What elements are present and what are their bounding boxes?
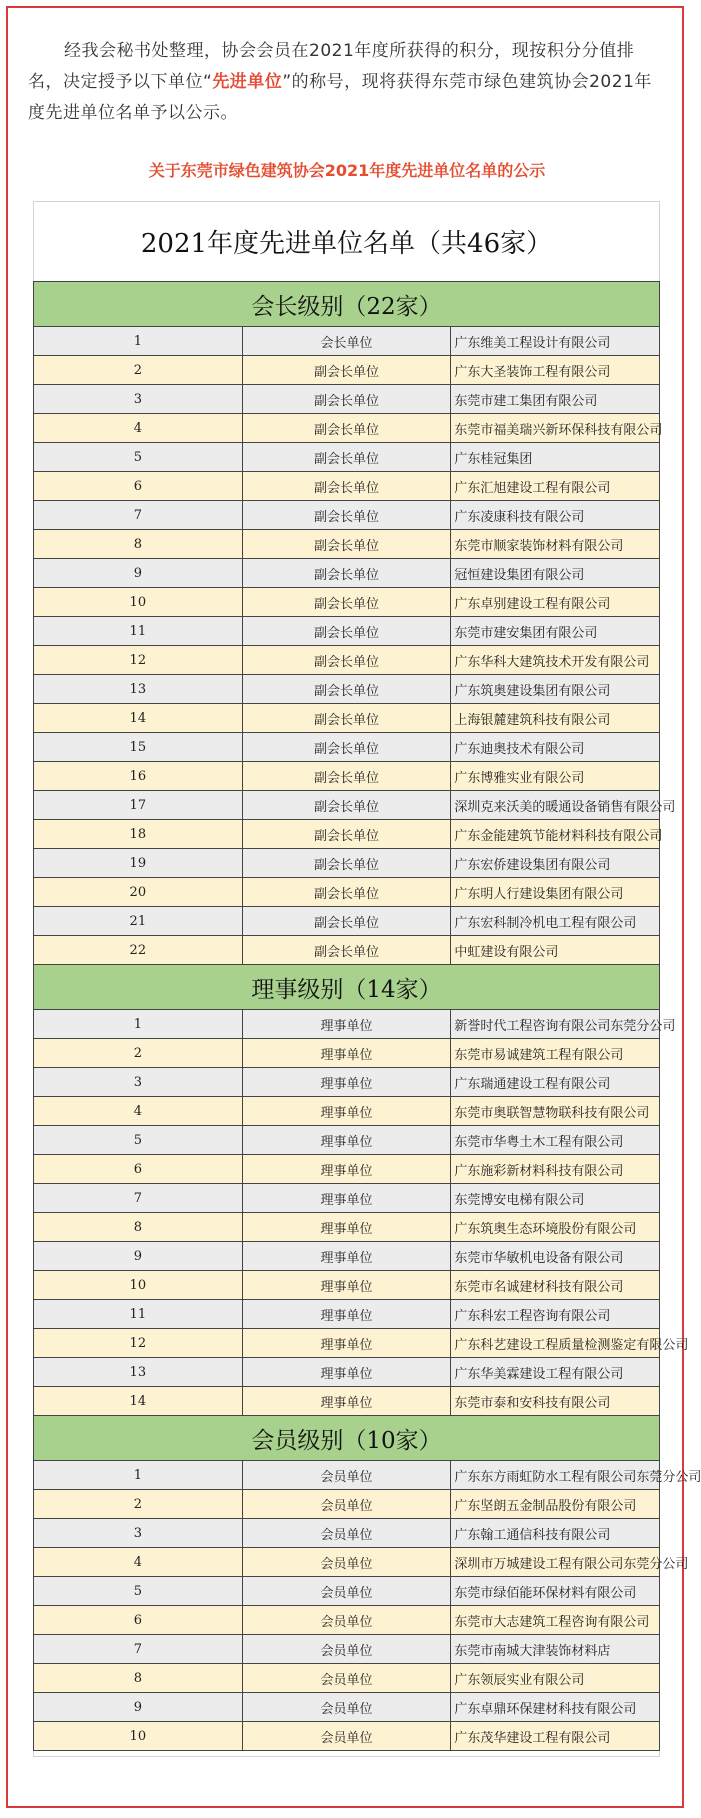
company-name-cell: 东莞市建安集团有限公司 [451, 617, 660, 646]
section-title: 会员级别（10家） [34, 1416, 660, 1461]
rank-cell: 3 [34, 1519, 243, 1548]
company-name-cell: 东莞市绿佰能环保材料有限公司 [451, 1577, 660, 1606]
member-level-cell: 会长单位 [242, 327, 451, 356]
table-row [34, 617, 660, 646]
company-name-cell: 广东东方雨虹防水工程有限公司东莞分公司 [451, 1461, 660, 1490]
intro-text-2: ”的称号，现将获得东莞市绿色建筑协会2021年度先进单位名单予以公示。 [28, 72, 652, 123]
member-level-cell: 理事单位 [242, 1126, 451, 1155]
table-row [34, 1722, 660, 1751]
rank-cell: 16 [34, 762, 243, 791]
member-level-cell: 副会长单位 [242, 414, 451, 443]
rank-cell: 8 [34, 530, 243, 559]
table-row [34, 1097, 660, 1126]
company-name-cell: 广东瑞通建设工程有限公司 [451, 1068, 660, 1097]
member-level-cell: 会员单位 [242, 1461, 451, 1490]
document-title: 2021年度先进单位名单（共46家） [140, 228, 553, 259]
member-level-cell: 副会长单位 [242, 443, 451, 472]
member-level-cell: 理事单位 [242, 1010, 451, 1039]
table-row [34, 588, 660, 617]
company-name-cell: 广东施彩新材料科技有限公司 [451, 1155, 660, 1184]
rank-cell: 12 [34, 646, 243, 675]
rank-cell: 14 [34, 1387, 243, 1416]
company-name-cell: 广东维美工程设计有限公司 [451, 327, 660, 356]
rank-cell: 7 [34, 1635, 243, 1664]
company-name-cell: 东莞市泰和安科技有限公司 [451, 1387, 660, 1416]
intro-paragraph [28, 36, 668, 129]
table-row [34, 472, 660, 501]
company-name-cell: 广东科艺建设工程质量检测鉴定有限公司 [451, 1329, 660, 1358]
rank-cell: 10 [34, 1722, 243, 1751]
section-title: 理事级别（14家） [34, 965, 660, 1010]
member-level-cell: 理事单位 [242, 1271, 451, 1300]
rank-cell: 2 [34, 1039, 243, 1068]
table-row [34, 936, 660, 965]
section-header-row [34, 282, 660, 327]
rank-cell: 15 [34, 733, 243, 762]
rank-cell: 6 [34, 472, 243, 501]
company-name-cell: 东莞市顺家装饰材料有限公司 [451, 530, 660, 559]
table-row [34, 1461, 660, 1490]
company-name-cell: 广东华科大建筑技术开发有限公司 [451, 646, 660, 675]
rank-cell: 2 [34, 356, 243, 385]
table-row [34, 356, 660, 385]
table-row [34, 1693, 660, 1722]
company-name-cell: 广东坚朗五金制品股份有限公司 [451, 1490, 660, 1519]
rank-cell: 9 [34, 559, 243, 588]
member-level-cell: 副会长单位 [242, 559, 451, 588]
member-level-cell: 副会长单位 [242, 907, 451, 936]
table-row [34, 1387, 660, 1416]
rank-cell: 12 [34, 1329, 243, 1358]
table-row [34, 1548, 660, 1577]
member-level-cell: 理事单位 [242, 1213, 451, 1242]
company-name-cell: 广东金能建筑节能材料科技有限公司 [451, 820, 660, 849]
rank-cell: 3 [34, 385, 243, 414]
company-name-cell: 东莞市大志建筑工程咨询有限公司 [451, 1606, 660, 1635]
member-level-cell: 副会长单位 [242, 472, 451, 501]
member-level-cell: 理事单位 [242, 1039, 451, 1068]
member-level-cell: 理事单位 [242, 1242, 451, 1271]
company-name-cell: 东莞市建工集团有限公司 [451, 385, 660, 414]
table-row [34, 1490, 660, 1519]
company-name-cell: 东莞市福美瑞兴新环保科技有限公司 [451, 414, 660, 443]
company-name-cell: 东莞市名诚建材科技有限公司 [451, 1271, 660, 1300]
rank-cell: 1 [34, 327, 243, 356]
rank-cell: 9 [34, 1693, 243, 1722]
company-name-cell: 广东明人行建设集团有限公司 [451, 878, 660, 907]
rank-cell: 8 [34, 1664, 243, 1693]
table-row [34, 559, 660, 588]
rank-cell: 4 [34, 1548, 243, 1577]
table-row [34, 1039, 660, 1068]
section-header-row [34, 1416, 660, 1461]
table-row [34, 327, 660, 356]
intro-text-1: 经我会秘书处整理，协会会员在2021年度所获得的积分，现按积分分值排名，决定授予以下单位“ [28, 41, 635, 92]
table-row [34, 762, 660, 791]
member-level-cell: 副会长单位 [242, 646, 451, 675]
section-header-row [34, 965, 660, 1010]
rank-cell: 19 [34, 849, 243, 878]
table-row [34, 1300, 660, 1329]
member-level-cell: 会员单位 [242, 1722, 451, 1751]
member-level-cell: 理事单位 [242, 1097, 451, 1126]
rank-cell: 4 [34, 1097, 243, 1126]
rank-cell: 10 [34, 588, 243, 617]
company-name-cell: 广东筑奥建设集团有限公司 [451, 675, 660, 704]
member-level-cell: 会员单位 [242, 1548, 451, 1577]
table-row [34, 1213, 660, 1242]
advanced-units-table [33, 281, 701, 1751]
table-row [34, 1519, 660, 1548]
company-name-cell: 广东汇旭建设工程有限公司 [451, 472, 660, 501]
announcement-caption: 关于东莞市绿色建筑协会2021年度先进单位名单的公示 [148, 161, 546, 180]
table-row [34, 1664, 660, 1693]
table-row [34, 1358, 660, 1387]
company-name-cell: 东莞博安电梯有限公司 [451, 1184, 660, 1213]
company-name-cell: 广东科宏工程咨询有限公司 [451, 1300, 660, 1329]
section-title: 会长级别（22家） [34, 282, 660, 327]
company-name-cell: 深圳市万城建设工程有限公司东莞分公司 [451, 1548, 660, 1577]
member-level-cell: 理事单位 [242, 1068, 451, 1097]
table-row [34, 1329, 660, 1358]
company-name-cell: 东莞市易诚建筑工程有限公司 [451, 1039, 660, 1068]
table-row [34, 1271, 660, 1300]
member-level-cell: 理事单位 [242, 1358, 451, 1387]
company-name-cell: 广东桂冠集团 [451, 443, 660, 472]
member-level-cell: 副会长单位 [242, 675, 451, 704]
rank-cell: 4 [34, 414, 243, 443]
rank-cell: 8 [34, 1213, 243, 1242]
table-row [34, 1635, 660, 1664]
table-row [34, 1126, 660, 1155]
member-level-cell: 副会长单位 [242, 820, 451, 849]
rank-cell: 10 [34, 1271, 243, 1300]
company-name-cell: 冠恒建设集团有限公司 [451, 559, 660, 588]
rank-cell: 6 [34, 1606, 243, 1635]
rank-cell: 20 [34, 878, 243, 907]
rank-cell: 13 [34, 1358, 243, 1387]
rank-cell: 1 [34, 1010, 243, 1039]
member-level-cell: 副会长单位 [242, 791, 451, 820]
company-name-cell: 东莞市奥联智慧物联科技有限公司 [451, 1097, 660, 1126]
member-level-cell: 副会长单位 [242, 936, 451, 965]
member-level-cell: 副会长单位 [242, 385, 451, 414]
company-name-cell: 广东华美霖建设工程有限公司 [451, 1358, 660, 1387]
company-name-cell: 广东迪奥技术有限公司 [451, 733, 660, 762]
member-level-cell: 副会长单位 [242, 762, 451, 791]
member-level-cell: 副会长单位 [242, 733, 451, 762]
table-row [34, 907, 660, 936]
rank-cell: 22 [34, 936, 243, 965]
rank-cell: 2 [34, 1490, 243, 1519]
member-level-cell: 会员单位 [242, 1635, 451, 1664]
rank-cell: 17 [34, 791, 243, 820]
company-name-cell: 中虹建设有限公司 [451, 936, 660, 965]
company-name-cell: 广东博雅实业有限公司 [451, 762, 660, 791]
company-name-cell: 广东宏侨建设集团有限公司 [451, 849, 660, 878]
rank-cell: 11 [34, 1300, 243, 1329]
company-name-cell: 东莞市南城大津装饰材料店 [451, 1635, 660, 1664]
table-row [34, 385, 660, 414]
company-name-cell: 东莞市华粤土木工程有限公司 [451, 1126, 660, 1155]
company-name-cell: 深圳克来沃美的暖通设备销售有限公司 [451, 791, 660, 820]
rank-cell: 3 [34, 1068, 243, 1097]
member-level-cell: 理事单位 [242, 1387, 451, 1416]
company-name-cell: 广东宏科制冷机电工程有限公司 [451, 907, 660, 936]
table-row [34, 1606, 660, 1635]
table-row [34, 878, 660, 907]
member-level-cell: 理事单位 [242, 1184, 451, 1213]
rank-cell: 21 [34, 907, 243, 936]
company-name-cell: 广东卓别建设工程有限公司 [451, 588, 660, 617]
company-name-cell: 广东卓鼎环保建材科技有限公司 [451, 1693, 660, 1722]
company-name-cell: 广东筑奥生态环境股份有限公司 [451, 1213, 660, 1242]
table-row [34, 675, 660, 704]
member-level-cell: 会员单位 [242, 1693, 451, 1722]
table-row [34, 1577, 660, 1606]
member-level-cell: 副会长单位 [242, 849, 451, 878]
table-row [34, 1155, 660, 1184]
member-level-cell: 副会长单位 [242, 704, 451, 733]
table-row [34, 443, 660, 472]
member-level-cell: 副会长单位 [242, 530, 451, 559]
table-row [34, 733, 660, 762]
table-row [34, 530, 660, 559]
rank-cell: 13 [34, 675, 243, 704]
rank-cell: 18 [34, 820, 243, 849]
rank-cell: 7 [34, 501, 243, 530]
table-row [34, 501, 660, 530]
rank-cell: 14 [34, 704, 243, 733]
table-row [34, 704, 660, 733]
table-row [34, 1184, 660, 1213]
table-row [34, 1010, 660, 1039]
member-level-cell: 会员单位 [242, 1664, 451, 1693]
rank-cell: 5 [34, 1577, 243, 1606]
member-level-cell: 理事单位 [242, 1155, 451, 1184]
member-level-cell: 会员单位 [242, 1577, 451, 1606]
member-level-cell: 副会长单位 [242, 356, 451, 385]
member-level-cell: 会员单位 [242, 1490, 451, 1519]
rank-cell: 6 [34, 1155, 243, 1184]
rank-cell: 5 [34, 1126, 243, 1155]
company-name-cell: 广东凌康科技有限公司 [451, 501, 660, 530]
member-level-cell: 理事单位 [242, 1300, 451, 1329]
intro-highlight: 先进单位 [212, 72, 283, 92]
table-row [34, 646, 660, 675]
member-level-cell: 副会长单位 [242, 588, 451, 617]
member-level-cell: 理事单位 [242, 1329, 451, 1358]
company-name-cell: 广东茂华建设工程有限公司 [451, 1722, 660, 1751]
rank-cell: 7 [34, 1184, 243, 1213]
rank-cell: 5 [34, 443, 243, 472]
table-row [34, 1242, 660, 1271]
company-name-cell: 上海银麓建筑科技有限公司 [451, 704, 660, 733]
company-name-cell: 广东翰工通信科技有限公司 [451, 1519, 660, 1548]
table-row [34, 791, 660, 820]
member-level-cell: 副会长单位 [242, 878, 451, 907]
company-name-cell: 广东领辰实业有限公司 [451, 1664, 660, 1693]
table-row [34, 414, 660, 443]
company-name-cell: 新誉时代工程咨询有限公司东莞分公司 [451, 1010, 660, 1039]
company-name-cell: 东莞市华敏机电设备有限公司 [451, 1242, 660, 1271]
rank-cell: 9 [34, 1242, 243, 1271]
rank-cell: 11 [34, 617, 243, 646]
rank-cell: 1 [34, 1461, 243, 1490]
company-name-cell: 广东大圣装饰工程有限公司 [451, 356, 660, 385]
member-level-cell: 副会长单位 [242, 501, 451, 530]
member-level-cell: 会员单位 [242, 1519, 451, 1548]
table-row [34, 820, 660, 849]
member-level-cell: 会员单位 [242, 1606, 451, 1635]
member-level-cell: 副会长单位 [242, 617, 451, 646]
table-row [34, 1068, 660, 1097]
table-row [34, 849, 660, 878]
